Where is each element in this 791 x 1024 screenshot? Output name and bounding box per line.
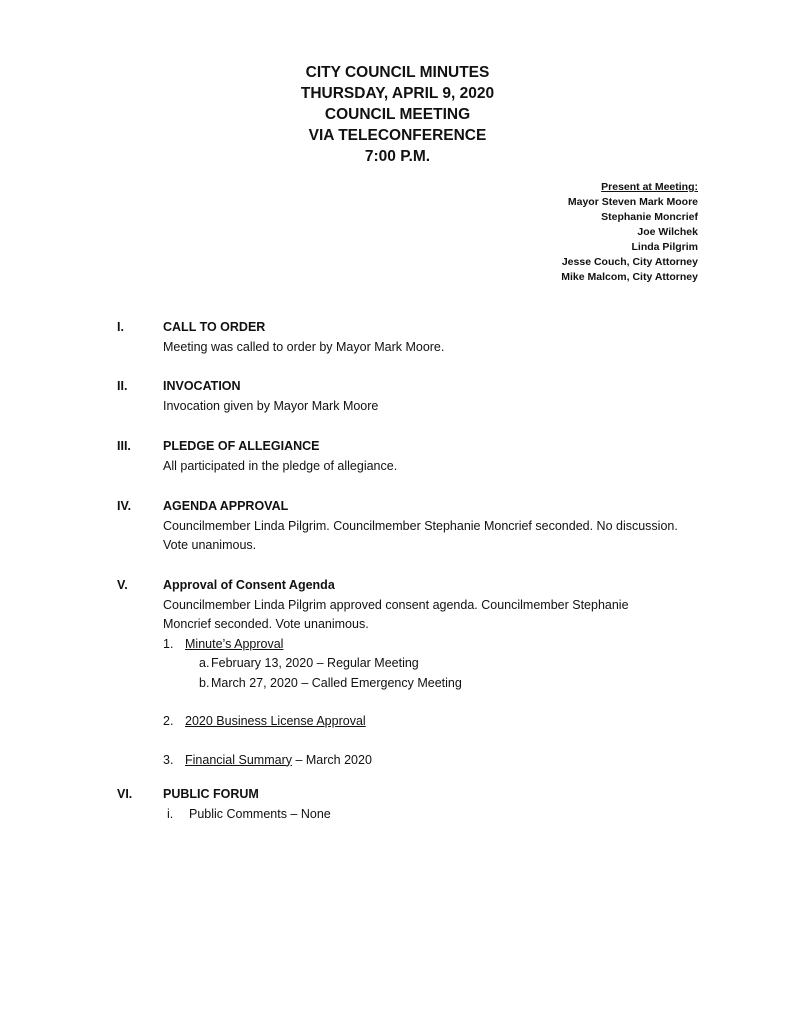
subitem-letter: a.	[199, 656, 210, 670]
subitem-text: February 13, 2020 – Regular Meeting	[211, 656, 419, 670]
section-agenda-approval	[117, 497, 717, 556]
list-subitem	[167, 805, 717, 825]
attendance-heading: Present at Meeting:	[601, 181, 698, 193]
item-label: Financial Summary	[185, 752, 292, 767]
title-line-5: 7:00 P.M.	[364, 148, 431, 165]
list-subitem	[199, 674, 717, 694]
document-title	[0, 62, 791, 167]
item-number: 2.	[163, 714, 174, 728]
attendee: Mike Malcom, City Attorney	[561, 271, 698, 283]
title-line-1: CITY COUNCIL MINUTES	[305, 64, 490, 81]
item-suffix: – March 2020	[291, 752, 372, 767]
section-number: III.	[117, 439, 131, 453]
section-text: All participated in the pledge of allegiance.	[163, 458, 398, 473]
section-pledge	[117, 437, 717, 476]
item-number: 1.	[163, 636, 174, 651]
section-title: CALL TO ORDER	[163, 320, 266, 334]
section-title: INVOCATION	[163, 379, 241, 393]
list-item-business-license	[163, 712, 717, 732]
list-subitem	[199, 654, 717, 674]
title-line-4: VIA TELECONFERENCE	[308, 127, 487, 144]
section-text: Meeting was called to order by Mayor Mark Moore.	[163, 339, 445, 354]
section-title: Approval of Consent Agenda	[163, 578, 335, 592]
section-invocation	[117, 377, 717, 416]
item-number: 3.	[163, 752, 174, 767]
section-title: PUBLIC FORUM	[163, 787, 259, 801]
list-item-financial-summary	[163, 751, 717, 771]
item-label: 2020 Business License Approval	[185, 714, 366, 728]
subitem-text: March 27, 2020 – Called Emergency Meeting	[211, 675, 462, 690]
section-text: Councilmember Linda Pilgrim approved consent agenda. Councilmember Stephanie	[163, 597, 629, 612]
subitem-text: Public Comments – None	[189, 806, 331, 821]
title-line-3: COUNCIL MEETING	[324, 106, 471, 123]
section-text-continued: Moncrief seconded. Vote unanimous.	[163, 617, 369, 631]
attendee: Joe Wilchek	[637, 226, 698, 238]
attendee: Linda Pilgrim	[631, 241, 698, 253]
section-text-continued: Vote unanimous.	[163, 538, 257, 552]
section-public-forum	[117, 785, 717, 824]
attendee: Mayor Steven Mark Moore	[567, 196, 698, 208]
section-title: PLEDGE OF ALLEGIANCE	[163, 439, 320, 453]
attendee: Stephanie Moncrief	[601, 211, 698, 223]
section-number: V.	[117, 578, 128, 592]
attendance-list	[561, 180, 698, 285]
section-number: VI.	[117, 787, 133, 801]
section-call-to-order	[117, 318, 717, 357]
section-number: II.	[117, 379, 128, 393]
item-label: Minute’s Approval	[185, 636, 284, 651]
section-consent-agenda	[117, 576, 717, 770]
subitem-letter: b.	[199, 675, 210, 690]
title-line-2: THURSDAY, APRIL 9, 2020	[300, 85, 495, 102]
item-number: i.	[167, 806, 174, 821]
section-number: IV.	[117, 499, 132, 513]
section-number: I.	[117, 320, 124, 334]
section-text: Invocation given by Mayor Mark Moore	[163, 398, 379, 413]
section-text: Councilmember Linda Pilgrim. Councilmember Stephanie Moncrief seconded. No discussion.	[163, 518, 678, 533]
section-title: AGENDA APPROVAL	[163, 499, 289, 513]
attendee: Jesse Couch, City Attorney	[561, 256, 698, 268]
list-item-minutes	[163, 635, 717, 655]
